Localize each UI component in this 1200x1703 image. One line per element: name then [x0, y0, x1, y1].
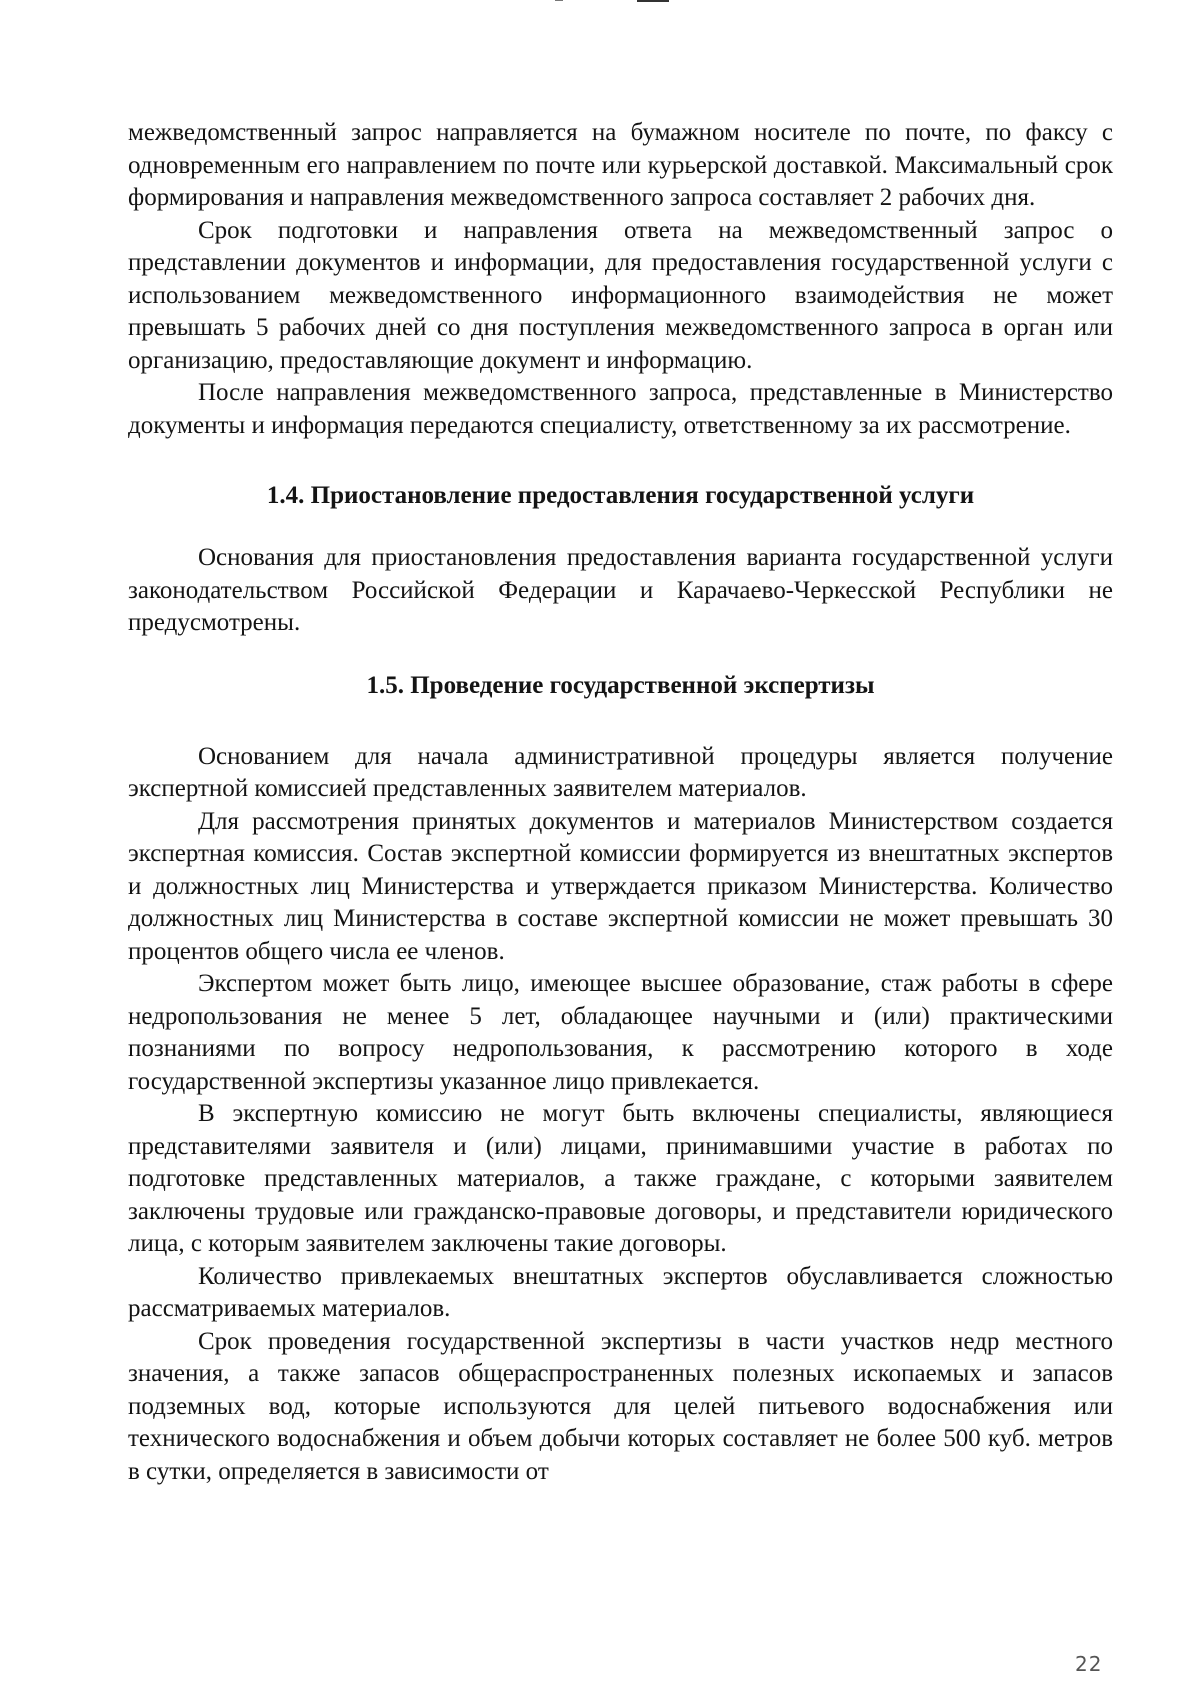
section-heading-1-5: 1.5. Проведение государственной экспертизы	[366, 671, 875, 699]
section-heading-1-4: 1.4. Приостановление предоставления государственной услуги	[266, 482, 975, 509]
paragraph-expert-qualification: Экспертом может быть лицо, имеющее высшее образование, стаж работы в сфере недропользования не менее 5 лет, обладающее научными и (или) практическими познаниями по вопросу недропользования, к рассмотрению которого в ходе государственной экспертизы указанное лицо привлекается.	[128, 970, 1113, 1095]
paragraph-expert-commission: Для рассмотрения принятых документов и материалов Министерством создается экспертная комиссия. Состав экспертной комиссии формируется из внештатных экспертов и должностных лиц Министерства и утверждается приказом Министерства. Количество должностных лиц Министерства в составе экспертной комиссии не может превышать 30 процентов общего числа ее членов.	[128, 807, 1113, 965]
document-page	[128, 117, 1113, 1488]
page-number: 22	[1075, 1652, 1103, 1676]
paragraph-after-request: После направления межведомственного запроса, представленные в Министерство документы и информация передаются специалисту, ответственному за их рассмотрение.	[128, 379, 1113, 439]
paragraph-expertise-term: Срок проведения государственной экспертизы в части участков недр местного значения, а также запасов общераспространенных полезных ископаемых и запасов подземных вод, которые используются для целей питьевого водоснабжения или технического водоснабжения и объем добычи которых составляет не более 500 куб. метров в сутки, определяется в зависимости от	[128, 1327, 1113, 1485]
paragraph-response-deadline: Срок подготовки и направления ответа на межведомственный запрос о представлении документов и информации, для предоставления государственной услуги с использованием межведомственного информационного взаимодействия не может превышать 5 рабочих дней со дня поступления межведомственного запроса в орган или организацию, предоставляющие документ и информацию.	[128, 216, 1113, 374]
paragraph-continuation: межведомственный запрос направляется на бумажном носителе по почте, по факсу с одновременным его направлением по почте или курьерской доставкой. Максимальный срок формирования и направления межведомственного запроса составляет 2 рабочих дня.	[128, 119, 1113, 211]
scan-artifact-line	[637, 0, 669, 2]
paragraph-procedure-basis: Основанием для начала административной процедуры является получение экспертной комиссией представленных заявителем материалов.	[128, 742, 1113, 802]
scan-artifact-dot	[555, 0, 563, 1]
paragraph-expert-count: Количество привлекаемых внештатных экспертов обуславливается сложностью рассматриваемых материалов.	[128, 1262, 1113, 1322]
paragraph-exclusions: В экспертную комиссию не могут быть включены специалисты, являющиеся представителями заявителя и (или) лицами, принимавшими участие в работах по подготовке представленных материалов, а также граждане, с которыми заявителем заключены трудовые или гражданско-правовые договоры, и представители юридического лица, с которым заявителем заключены такие договоры.	[128, 1100, 1113, 1257]
paragraph-suspension-grounds: Основания для приостановления предоставления варианта государственной услуги законодательством Российской Федерации и Карачаево-Черкесской Республики не предусмотрены.	[128, 544, 1113, 636]
